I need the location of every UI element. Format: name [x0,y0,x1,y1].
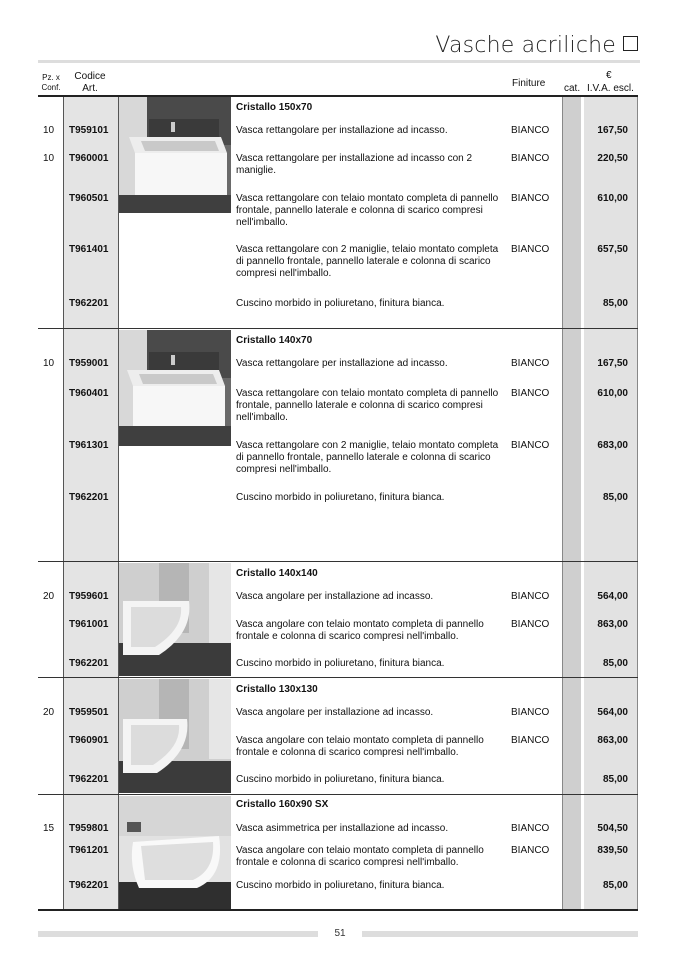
section-divider [38,794,638,795]
row-price: 167,50 [597,358,628,369]
row-article-code: T961001 [69,619,109,630]
header-finish: Finiture [512,78,546,89]
row-finish: BIANCO [511,153,550,164]
column-divider [637,96,638,910]
row-description: Cuscino morbido in poliuretano, finitura bianca. [236,774,445,785]
row-price: 863,00 [597,735,628,746]
footer-rule-left [38,931,318,937]
row-price: 657,50 [597,244,628,255]
row-description: Vasca rettangolare con 2 maniglie, telaio montato completa di pannello frontale, pannello laterale e colonna di scarico compresi nell'imballo. [236,244,499,279]
row-description: Vasca rettangolare per installazione ad incasso con 2 maniglie. [236,153,473,176]
row-finish: BIANCO [511,440,550,451]
header-price: I.V.A. escl. [587,83,634,94]
section-title: Cristallo 140x140 [236,568,318,579]
row-finish: BIANCO [511,735,550,746]
section-title: Cristallo 130x130 [236,684,318,695]
row-article-code: T960901 [69,735,109,746]
row-description: Vasca angolare con telaio montato completa di pannello frontale e colonna di scarico compresi nell'imballo. [236,619,484,642]
row-article-code: T962201 [69,774,109,785]
product-photo-cristallo-130x130 [119,679,231,793]
row-description: Vasca rettangolare per installazione ad incasso. [236,125,448,136]
row-article-code: T959601 [69,591,109,602]
row-price: 564,00 [597,591,628,602]
row-description: Vasca rettangolare con 2 maniglie, telaio montato completa di pannello frontale, pannello laterale e colonna di scarico compresi nell'imballo. [236,440,499,475]
row-description: Vasca rettangolare per installazione ad incasso. [236,358,448,369]
row-finish: BIANCO [511,845,550,856]
row-article-code: T959501 [69,707,109,718]
row-article-code: T960401 [69,388,109,399]
row-article-code: T961401 [69,244,109,255]
row-finish: BIANCO [511,193,550,204]
section-title: Cristallo 140x70 [236,335,313,346]
row-article-code: T960501 [69,193,109,204]
row-price: 167,50 [597,125,628,136]
row-price: 504,50 [597,823,628,834]
row-price: 683,00 [597,440,628,451]
row-finish: BIANCO [511,707,550,718]
row-finish: BIANCO [511,244,550,255]
header-cat: cat. [564,83,581,94]
product-photo-cristallo-140x140 [119,563,231,676]
header-pz: Pz. x Conf. [41,73,61,92]
section-title: Cristallo 150x70 [236,102,313,113]
footer-rule-right [362,931,638,937]
row-price: 220,50 [597,153,628,164]
column-divider [63,96,64,910]
section-divider [38,561,638,562]
table-bottom-rule [38,909,638,911]
row-price: 863,00 [597,619,628,630]
product-photo-cristallo-150x70 [119,97,231,213]
column-divider [562,96,563,910]
row-pack-qty: 20 [43,707,55,718]
row-pack-qty: 10 [43,358,55,369]
row-price: 85,00 [602,492,628,503]
row-price: 85,00 [602,298,628,309]
row-article-code: T962201 [69,298,109,309]
row-finish: BIANCO [511,388,550,399]
row-article-code: T962201 [69,880,109,891]
row-price: 610,00 [597,388,628,399]
row-article-code: T961301 [69,440,109,451]
row-article-code: T962201 [69,658,109,669]
section-divider [38,677,638,678]
section-divider [38,328,638,329]
row-price: 85,00 [602,774,628,785]
row-finish: BIANCO [511,358,550,369]
header-euro: € [606,70,612,81]
row-description: Cuscino morbido in poliuretano, finitura bianca. [236,880,445,891]
row-description: Vasca angolare con telaio montato completa di pannello frontale e colonna di scarico compresi nell'imballo. [236,735,484,758]
square-icon [623,36,638,51]
row-description: Vasca angolare per installazione ad incasso. [236,591,434,602]
row-finish: BIANCO [511,823,550,834]
row-finish: BIANCO [511,125,550,136]
section-title: Cristallo 160x90 SX [236,799,329,810]
row-description: Vasca angolare con telaio montato completa di pannello frontale e colonna di scarico compresi nell'imballo. [236,845,484,868]
row-pack-qty: 15 [43,823,55,834]
row-description: Vasca asimmetrica per installazione ad incasso. [236,823,449,834]
row-price: 839,50 [597,845,628,856]
row-pack-qty: 20 [43,591,55,602]
page-title: Vasche acriliche [435,33,638,58]
row-finish: BIANCO [511,591,550,602]
top-rule [38,60,640,63]
product-photo-cristallo-140x70 [119,330,231,446]
row-description: Cuscino morbido in poliuretano, finitura bianca. [236,492,445,503]
row-article-code: T959101 [69,125,109,136]
row-article-code: T959001 [69,358,109,369]
cat-column-bg [562,96,581,910]
row-price: 564,00 [597,707,628,718]
row-price: 85,00 [602,880,628,891]
row-article-code: T961201 [69,845,109,856]
row-description: Vasca rettangolare con telaio montato completa di pannello frontale, pannello laterale e colonna di scarico compresi nell'imballo. [236,193,499,228]
row-pack-qty: 10 [43,153,55,164]
row-pack-qty: 10 [43,125,55,136]
row-description: Cuscino morbido in poliuretano, finitura bianca. [236,298,445,309]
header-code: Codice Art. [74,71,106,94]
product-photo-cristallo-160x90-sx [119,796,231,909]
row-article-code: T960001 [69,153,109,164]
row-description: Cuscino morbido in poliuretano, finitura bianca. [236,658,445,669]
row-article-code: T962201 [69,492,109,503]
row-price: 610,00 [597,193,628,204]
row-description: Vasca angolare per installazione ad incasso. [236,707,434,718]
row-price: 85,00 [602,658,628,669]
page-number: 51 [334,928,346,939]
row-article-code: T959801 [69,823,109,834]
row-finish: BIANCO [511,619,550,630]
row-description: Vasca rettangolare con telaio montato completa di pannello frontale, pannello laterale e colonna di scarico compresi nell'imballo. [236,388,499,423]
